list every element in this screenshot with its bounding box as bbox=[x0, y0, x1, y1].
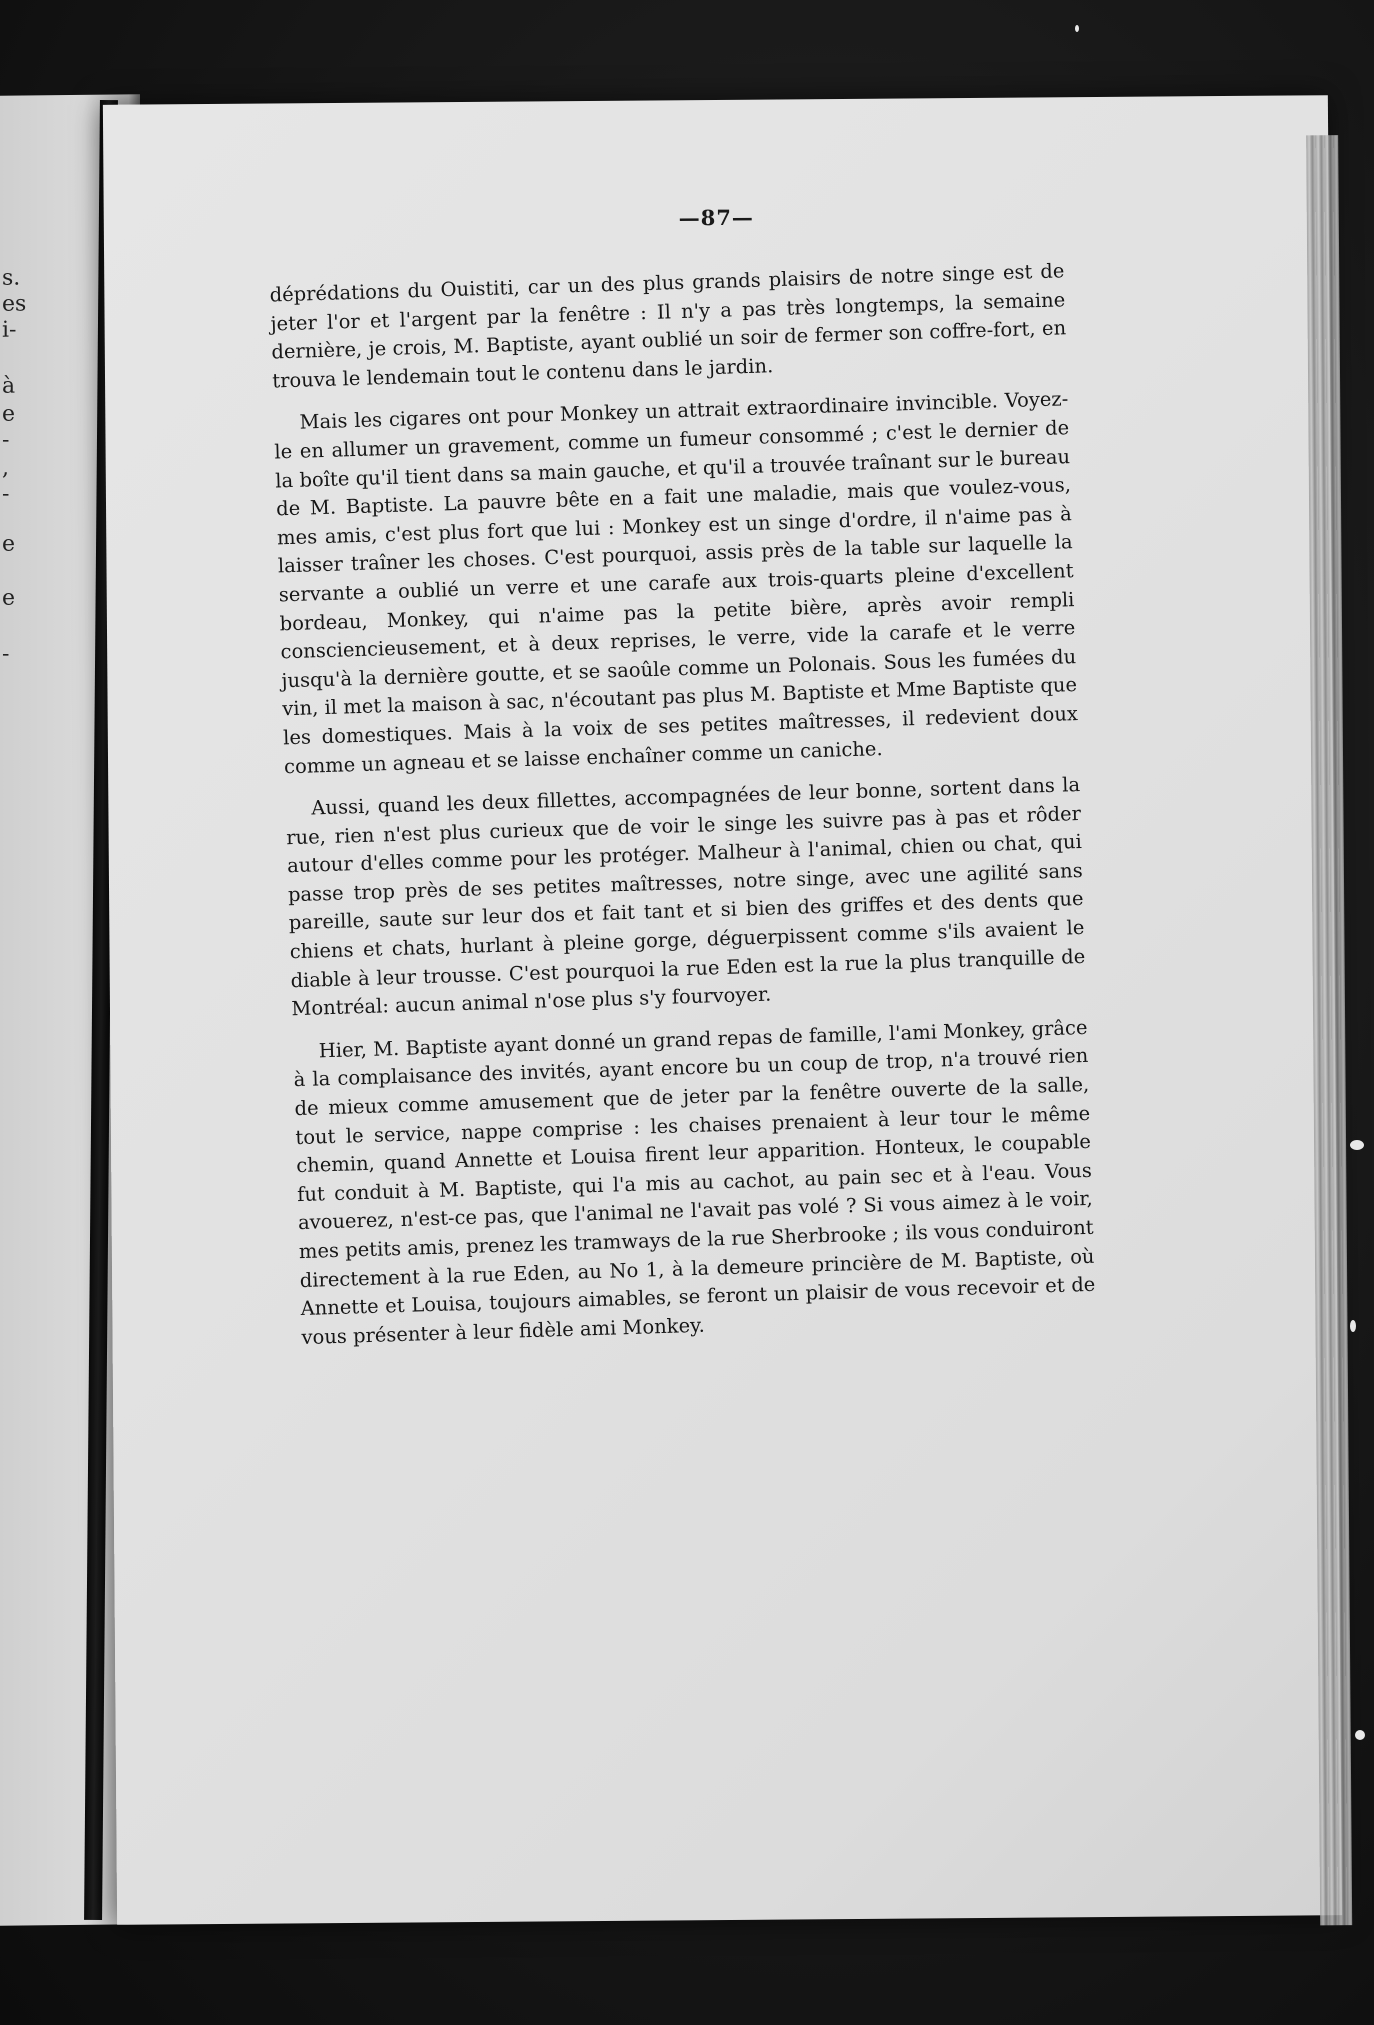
left-fragment-text: - bbox=[2, 481, 10, 507]
page-body bbox=[269, 257, 1097, 1366]
paragraph: Hier, M. Baptiste ayant donné un grand repas de famille, l'ami Monkey, grâce à la complaisance des invités, ayant encore bu un coup de trop, n'a trouvé rien de mieux comme amusement que de jeter par la fenêtre ouverte de la salle, tout le service, nappe comprise : les chaises prenaient à leur tour le même chemin, quand Annette et Louisa firent leur apparition. Honteux, le coupable fut conduit à M. Baptiste, qui l'a mis au cachot, au pain sec et à l'eau. Vous avouerez, n'est-ce pas, que l'animal ne l'avait pas volé ? Si vous aimez à le voir, mes petits amis, prenez les tramways de la rue Sherbrooke ; ils vous conduiront directement à la rue Eden, au No 1, à la demeure princière de M. Baptiste, où Annette et Louisa, toujours aimables, se feront un plaisir de vous recevoir et de vous présenter à leur fidèle ami Monkey. bbox=[293, 1015, 1096, 1349]
book-page bbox=[103, 95, 1342, 1925]
dust-speck bbox=[1075, 25, 1079, 32]
left-fragment-text: e bbox=[2, 585, 16, 611]
left-fragment-text: à bbox=[2, 373, 16, 399]
dust-speck bbox=[1350, 1320, 1356, 1332]
paragraph: déprédations du Ouistiti, car un des plus grands plaisirs de notre singe est de jeter l'or et l'argent par la fenêtre : Il n'y a pas très longtemps, la semaine dernière, je crois, M. Baptiste, ayant oublié un soir de fermer son coffre-fort, en trouva le lendemain tout le contenu dans le jardin. bbox=[269, 259, 1067, 393]
left-fragment-text: i- bbox=[2, 317, 17, 343]
dust-speck bbox=[1350, 1140, 1364, 1150]
left-fragment-text: - bbox=[2, 427, 10, 453]
left-fragment-text: - bbox=[2, 641, 10, 667]
paragraph: Mais les cigares ont pour Monkey un attrait extraordinaire invincible. Voyez-le en allumer un gravement, comme un fumeur consommé ; c'est le dernier de la boîte qu'il tient dans sa main gauche, et qu'il a trouvée traînant sur le bureau de M. Baptiste. La pauvre bête en a fait une maladie, mais que voulez-vous, mes amis, c'est plus fort que lui : Monkey est un singe d'ordre, il n'aime pas à laisser traîner les choses. C'est pourquoi, assis près de la table sur laquelle la servante a oublié un verre et une carafe aux trois-quarts pleine d'excellent bordeau, Monkey, qui n'aime pas la petite bière, après avoir rempli consciencieusement, et à deux reprises, le verre, vide la carafe et le verre jusqu'à la dernière goutte, et se saoûle comme un Polonais. Sous les fumées du vin, il met la maison à sac, n'écoutant pas plus M. Baptiste et Mme Baptiste que les domestiques. Mais à la voix de ses petites maîtresses, il redevient doux comme un agneau et se laisse enchaîner comme un caniche. bbox=[274, 387, 1079, 778]
left-fragment-text: , bbox=[2, 455, 9, 481]
page-number: —87— bbox=[678, 204, 754, 231]
left-fragment-text: e bbox=[2, 531, 16, 557]
left-fragment-text: e bbox=[2, 401, 16, 427]
dust-speck bbox=[1355, 1730, 1365, 1740]
left-fragment-text: s. bbox=[2, 265, 21, 291]
page-edge bbox=[1306, 135, 1352, 1925]
left-fragment-text: es bbox=[2, 291, 27, 317]
paragraph: Aussi, quand les deux fillettes, accompagnées de leur bonne, sortent dans la rue, rien n'est plus curieux que de voir le singe les suivre pas à pas et rôder autour d'elles comme pour les protéger. Malheur à l'animal, chien ou chat, qui passe trop près de ses petites maîtresses, notre singe, avec une agilité sans pareille, saute sur leur dos et fait tant et si bien des griffes et des dents que chiens et chats, hurlant à pleine gorge, déguerpissent comme s'ils avaient le diable à leur trousse. C'est pourquoi la rue Eden est la rue la plus tranquille de Montréal: aucun animal n'ose plus s'y fourvoyer. bbox=[285, 773, 1086, 1021]
